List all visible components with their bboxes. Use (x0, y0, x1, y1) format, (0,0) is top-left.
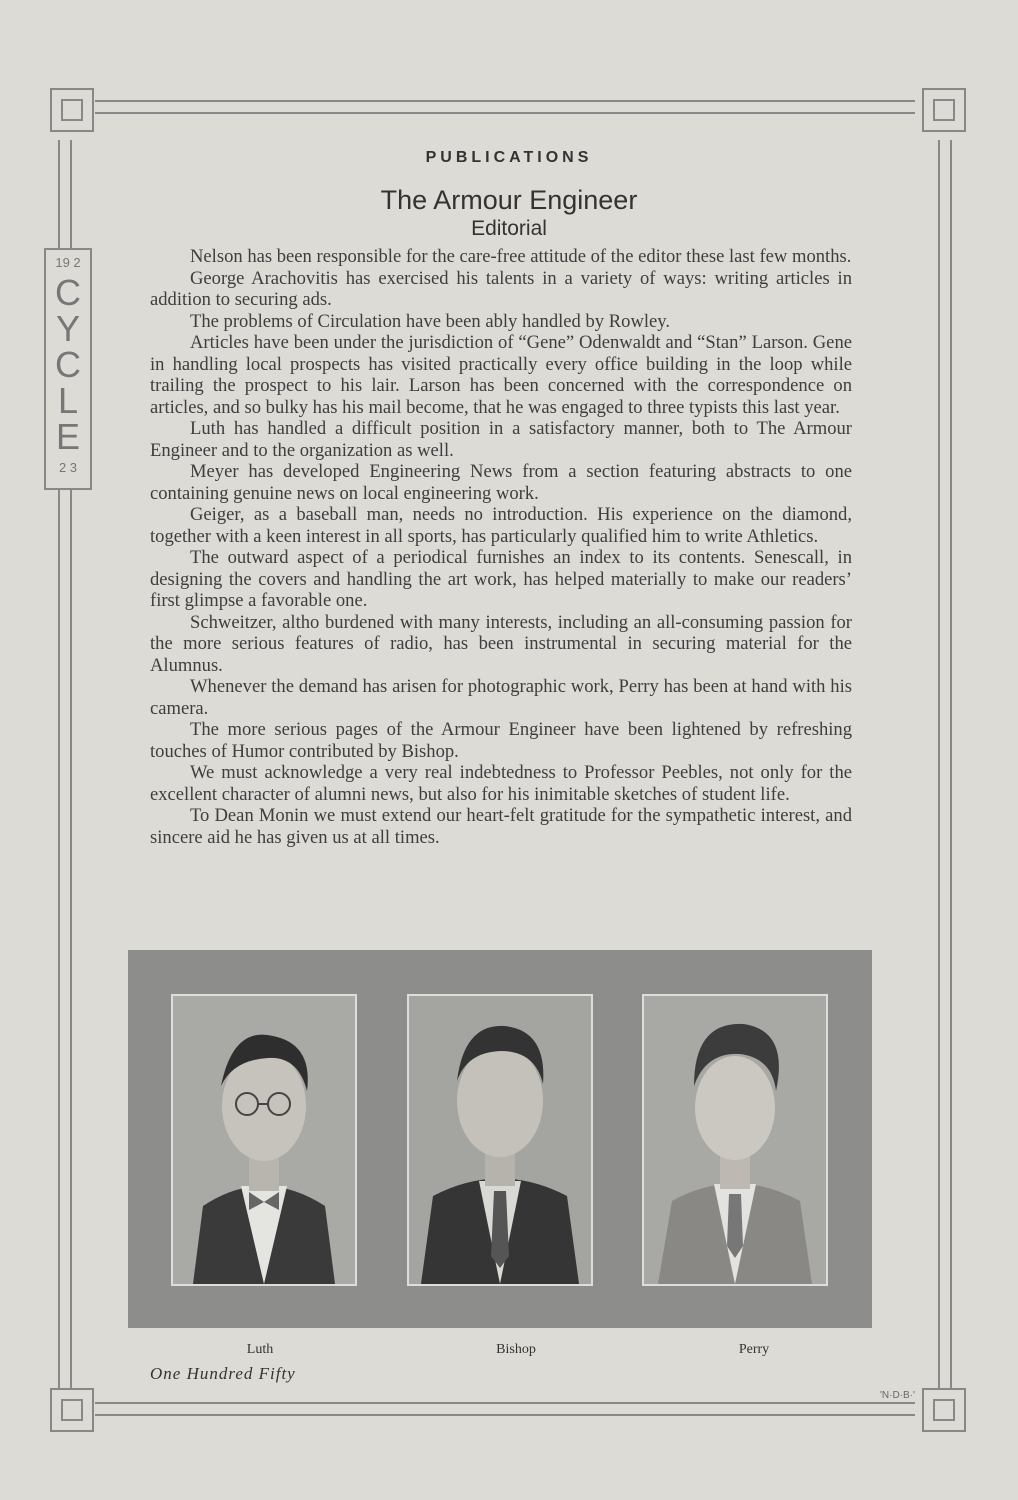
cycle-letter: C (55, 272, 81, 313)
cycle-letter: Y (55, 308, 80, 349)
portrait-photo-bishop (407, 994, 593, 1286)
cycle-letter: L (57, 380, 79, 421)
paragraph: Whenever the demand has arisen for photographic work, Perry has been at hand with his camera. (150, 676, 852, 719)
paragraph: Meyer has developed Engineering News from a section featuring abstracts to one containing genuine news on local engineering work. (150, 461, 852, 504)
cycle-year-bottom: 2 3 (58, 460, 78, 475)
cycle-year-top: 19 2 (55, 255, 81, 270)
page-subtitle: Editorial (471, 217, 547, 240)
corner-ornament-top-right (922, 88, 966, 132)
paragraph: Luth has handled a difficult position in a satisfactory manner, both to The Armour Engineer and to the organization as well. (150, 418, 852, 461)
corner-ornament-top-left (50, 88, 94, 132)
paragraph: The problems of Circulation have been ably handled by Rowley. (190, 310, 671, 332)
paragraph: Geiger, as a baseball man, needs no introduction. His experience on the diamond, together with a keen interest in all sports, has particularly qualified him to write Athletics. (150, 504, 852, 547)
border-top-rule (95, 100, 915, 114)
cycle-letter: C (55, 344, 81, 385)
portrait-photo-luth (171, 994, 357, 1286)
editorial-body (150, 246, 852, 848)
portrait-panel (128, 950, 872, 1328)
cycle-letter: E (55, 416, 80, 457)
cycle-emblem (44, 248, 92, 490)
photo-caption: Perry (738, 1342, 770, 1357)
corner-ornament-bottom-right (922, 1388, 966, 1432)
paragraph: The outward aspect of a periodical furnishes an index to its contents. Senescall, in designing the covers and handling the art work, has helped materially to make our readers’ first glimpse a favorable one. (150, 547, 852, 611)
paragraph: The more serious pages of the Armour Engineer have been lightened by refreshing touches of Humor contributed by Bishop. (150, 719, 852, 762)
corner-ornament-bottom-left (50, 1388, 94, 1432)
border-right-rule (938, 140, 952, 1395)
paragraph: George Arachovitis has exercised his talents in a variety of ways: writing articles in addition to securing ads. (150, 267, 852, 310)
paragraph: We must acknowledge a very real indebtedness to Professor Peebles, not only for the excellent character of alumni news, but also for his inimitable sketches of student life. (150, 762, 852, 805)
photo-caption: Bishop (496, 1342, 536, 1357)
artist-initials: 'N·D·B·' (880, 1390, 915, 1401)
portrait-photo-perry (642, 994, 828, 1286)
paragraph: To Dean Monin we must extend our heart-felt gratitude for the sympathetic interest, and sincere aid he has given us at all times. (150, 805, 852, 848)
page-number: One Hundred Fifty (150, 1364, 296, 1383)
section-header: PUBLICATIONS (425, 149, 593, 166)
page-title: The Armour Engineer (380, 185, 638, 215)
paragraph: Schweitzer, altho burdened with many interests, including an all-consuming passion for the more serious features of radio, has been instrumental in securing material for the Alumnus. (150, 611, 852, 676)
photo-caption: Luth (246, 1342, 274, 1357)
paragraph: Nelson has been responsible for the care-free attitude of the editor these last few months. (190, 246, 852, 267)
paragraph: Articles have been under the jurisdiction of “Gene” Odenwaldt and “Stan” Larson. Gene in handling local prospects has visited practically every office building in the loop while trailing the prospect to his lair. Larson has been concerned with the correspondence on articles, and so bulky has his mail become, that he was engaged to three typists this last year. (150, 332, 852, 418)
border-bottom-rule (95, 1402, 915, 1416)
